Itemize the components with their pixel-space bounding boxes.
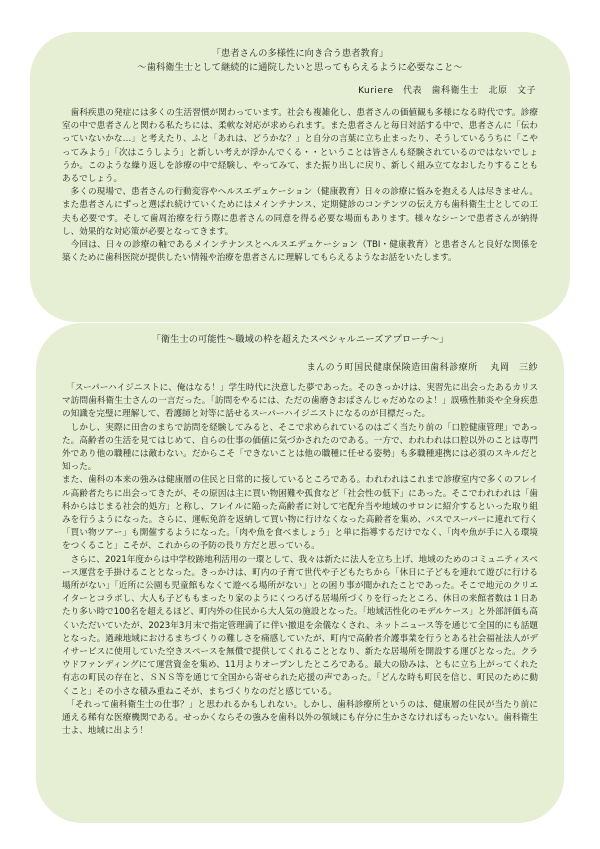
section-1-subtitle: ～歯科衛生士として継続的に通院したいと思ってもらえるように必要なこと～ — [137, 62, 463, 73]
section-2-title: 「衛生士の可能性～職域の枠を超えたスペシャルニーズアプローチ～」 — [151, 334, 449, 345]
section-1-body: 歯科疾患の発症には多くの生活習慣が関わっています。社会も複雑化し、患者さんの価値観も多様になる時代です。診療室の中で患者さんと関わる私たちには、柔軟な対応が求められます。また患者さんと毎日対話する中で、患者さんに「伝わっていないかな…」と考えたり、ふと「あれは、どうかな？」と自分の言葉に立ち止まったり、そうしているうちに「こやってみよう」「次はこうしよう」と新しい考えが浮かんでくる・・ということは皆さんも経験されているのではないでしょうか。このような繰り返しを診療の中で経験し、やってみて、また振り出しに戻り、新しく組み立てなおしたりすることもあるでしょう。 多くの現場で、患者さんの行動変容やヘルスエデュケーション（健康教育）日々の診療に悩みを抱える人は尽きません。また患者さんにずっと選ばれ続けていくためにはメインテナンス、定期健診のコンテンツの伝え方も歯科衛生士としての工夫も必要です。そして歯周治療を行う際に患者さんの同意を得る必要な場面もあります。様々なシーンで患者さんが納得し、効果的な対応策が必要となってきます。 今回は、日々の診療の軸であるメインテナンスとヘルスエデュケーション（TBI・健康教育）と患者さんと良好な関係を築くために歯科医院が提供したい情報や治療を患者さんに理解してもらえるようなお話をいたします。 — [62, 108, 538, 264]
section-2-body: 「スーパーハイジニストに、俺はなる！」学生時代に決意した夢であった。そのきっかけは、実習先に出会ったあるカリスマ訪問歯科衛生士さんの一言だった。「訪問をやるには、ただの歯磨きおばさんじゃだめなのよ！」誤嚥性肺炎や全身疾患の知識を完璧に理解して、看護師と対等に話せるスーパーハイジニストになるのが目標だった。 しかし、実際に田舎のまちで訪問を経験してみると、そこで求められているのはごく当たり前の「口腔健康管理」であった。高齢者の生活を見てはじめて、自らの仕事の価値に気づかされたのである。一方で、われわれは口腔以外のことは専門外であり他の職種には敵わない。だからこそ「できないことは他の職種に任せる姿勢」も多職種連携には必須のスキルだと知った。 また、歯科の本来の強みは健康層の住民と日常的に接しているところである。われわれはこれまで診療室内で多くのフレイル高齢者たちに出会ってきたが、その原因は主に買い物困難や孤食など「社会性の低下」にあった。そこでわれわれは「歯科からはじまる社会的処方」と称し、フレイルに陥った高齢者に対して宅配弁当や地域のサロンに紹介するといった取り組みを行うようになった。さらに、運転免許を返納して買い物に行けなくなった高齢者を集め、バスでスーパーに連れて行く「買い物ツアー」も開催するようになった。「肉や魚を食べましょう」と単に指導するだけでなく、「肉や魚が手に入る環境をつくること」こそが、これからの予防の長り方だと思っている。 さらに、2021年度からは中学校跡地利活用の一環として、我々は新たに法人を立ち上げ、地域のためのコミュニティスペース運営を手掛けることとなった。きっかけは、町内の子育て世代や子どもたちから「休日に子どもを連れて遊びに行ける場所がない」「近所に公園も児童館もなくて遊べる場所がない」との困り事が聞かれたことであった。そこで地元のクリエイターとコラボし、大人も子どももまったり家のようにくつろげる居場所づくりを行ったところ、休日の来館者数は１日あたり多い時で100名を超えるほど、町内外の住民から大人気の施設となった。「地域活性化のモデルケース」と外部評価も高くいただいていたが、2023年3月末で指定管理満了に伴い撤退を余儀なくされ、ネットニュース等を通じて全国的にも話題となった。過疎地域におけるまちづくりの難しさを痛感していたが、町内で高齢者介護事業を行うとある社会福祉法人がデイサービスに使用していた空きスペースを無償で提供してくれることとなり、新たな居場所を開設する運びとなった。クラウドファンディングにて運営資金を集め、11月よりオープンしたところである。最大の励みは、ともに立ち上がってくれた有志の町民の存在と、ＳＮＳ等を通じて全国から寄せられた応援の声であった。「どんな時も町民を信じ、町民のために動くこと」その小さな積み重ねこそが、まちづくりなのだと感じている。 「それって歯科衛生士の仕事？」と思われるかもしれない。しかし、歯科診療所というのは、健康層の住民が当たり前に通える稀有な医療機関である。せっかくならその強みを歯科以外の領域にも存分に生かさなければもったいない。歯科衛生士よ、地域に出よう！ — [62, 383, 538, 737]
section-1-title: 「患者さんの多様性に向き合う患者教育」 — [211, 48, 389, 59]
section-2-author: まんのう町国民健康保険造田歯科診療所 丸岡 三紗 — [306, 363, 538, 373]
section-1-author: Kuriere 代表 歯科衛生士 北原 文子 — [358, 86, 536, 96]
